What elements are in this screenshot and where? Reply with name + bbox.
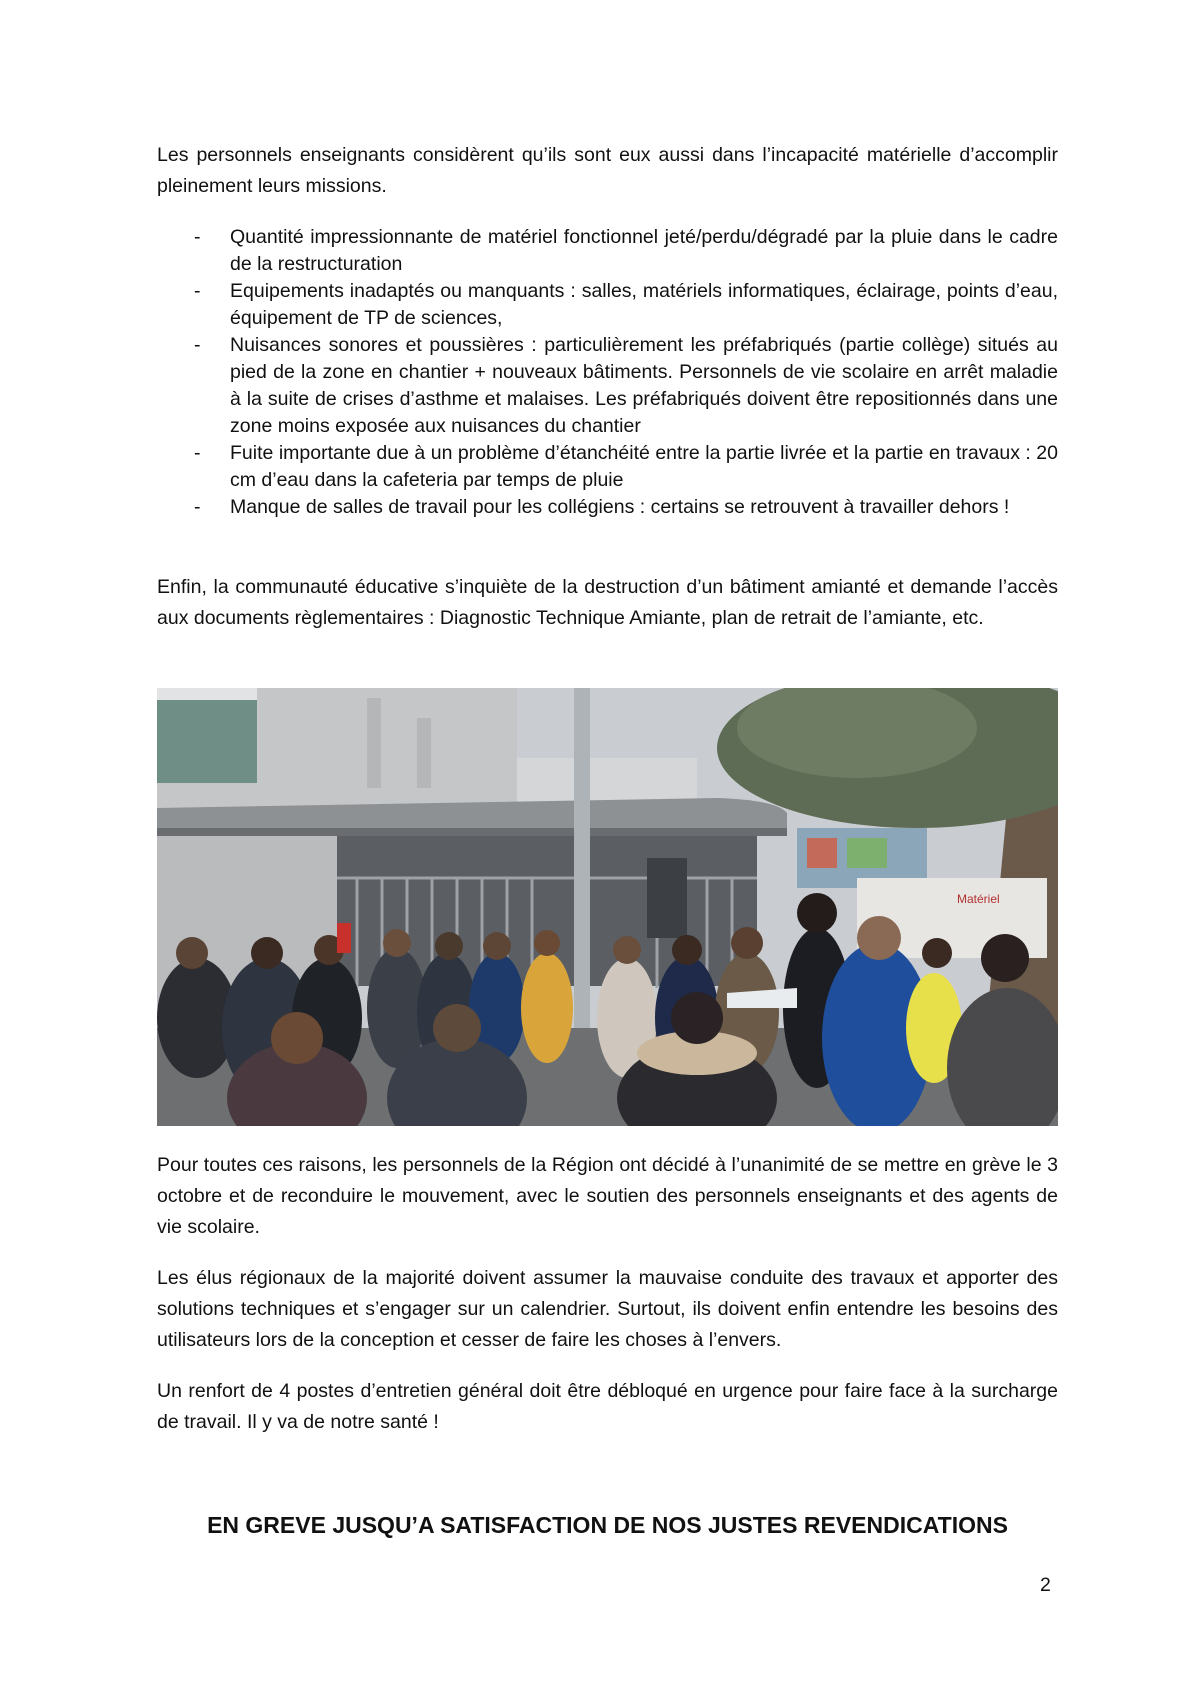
list-bullet: - xyxy=(194,226,201,248)
list-item xyxy=(157,494,1058,521)
list-bullet: - xyxy=(194,334,201,356)
sign-text: Matériel xyxy=(957,892,1000,906)
list-item-text: Quantité impressionnante de matériel fonctionnel jeté/perdu/dégradé par la pluie dans le cadre de la restructuration xyxy=(230,226,1058,275)
list-item-text: Fuite importante due à un problème d’étanchéité entre la partie livrée et la partie en travaux : 20 cm d’eau dans la cafeteria par temps de pluie xyxy=(230,442,1058,491)
list-item-text: Manque de salles de travail pour les collégiens : certains se retrouvent à travailler dehors ! xyxy=(230,496,1010,518)
list-bullet: - xyxy=(194,442,201,464)
list-bullet: - xyxy=(194,280,201,302)
list-item xyxy=(157,332,1058,440)
list-item xyxy=(157,278,1058,332)
page-number: 2 xyxy=(1040,1574,1051,1596)
paragraph-renfort: Un renfort de 4 postes d’entretien général doit être débloqué en urgence pour faire face à la surcharge de travail. Il y va de notre santé ! xyxy=(157,1380,1058,1433)
list-item-text: Nuisances sonores et poussières : particulièrement les préfabriqués (partie collège) situés au pied de la zone en chantier + nouveaux bâtiments. Personnels de vie scolaire en arrêt maladie à la suite de crises d’asthme et malaises. Les préfabriqués doivent être repositionnés dans une zone moins exposée aux nuisances du chantier xyxy=(230,334,1058,437)
list-item xyxy=(157,224,1058,278)
protest-photo xyxy=(157,688,1058,1126)
list-item-text: Equipements inadaptés ou manquants : salles, matériels informatiques, éclairage, points d’eau, équipement de TP de sciences, xyxy=(230,280,1058,329)
list-bullet: - xyxy=(194,496,201,518)
protest-photo-illustration xyxy=(157,688,1058,1126)
issues-list xyxy=(157,224,1058,521)
list-item xyxy=(157,440,1058,494)
paragraph-elus: Les élus régionaux de la majorité doivent assumer la mauvaise conduite des travaux et apporter des solutions techniques et s’engager sur un calendrier. Surtout, ils doivent enfin entendre les besoins des utilisateurs lors de la conception et cesser de faire les choses à l’envers. xyxy=(157,1267,1058,1351)
paragraph-intro: Les personnels enseignants considèrent qu’ils sont eux aussi dans l’incapacité matérielle d’accomplir pleinement leurs missions. xyxy=(157,144,1058,197)
paragraph-amiante: Enfin, la communauté éducative s’inquiète de la destruction d’un bâtiment amianté et demande l’accès aux documents règlementaires : Diagnostic Technique Amiante, plan de retrait de l’amiante, etc. xyxy=(157,576,1058,629)
paragraph-greve: Pour toutes ces raisons, les personnels de la Région ont décidé à l’unanimité de se mettre en grève le 3 octobre et de reconduire le mouvement, avec le soutien des personnels enseignants et des agents de vie scolaire. xyxy=(157,1154,1058,1238)
closing-slogan: EN GREVE JUSQU’A SATISFACTION DE NOS JUSTES REVENDICATIONS xyxy=(207,1512,1008,1538)
